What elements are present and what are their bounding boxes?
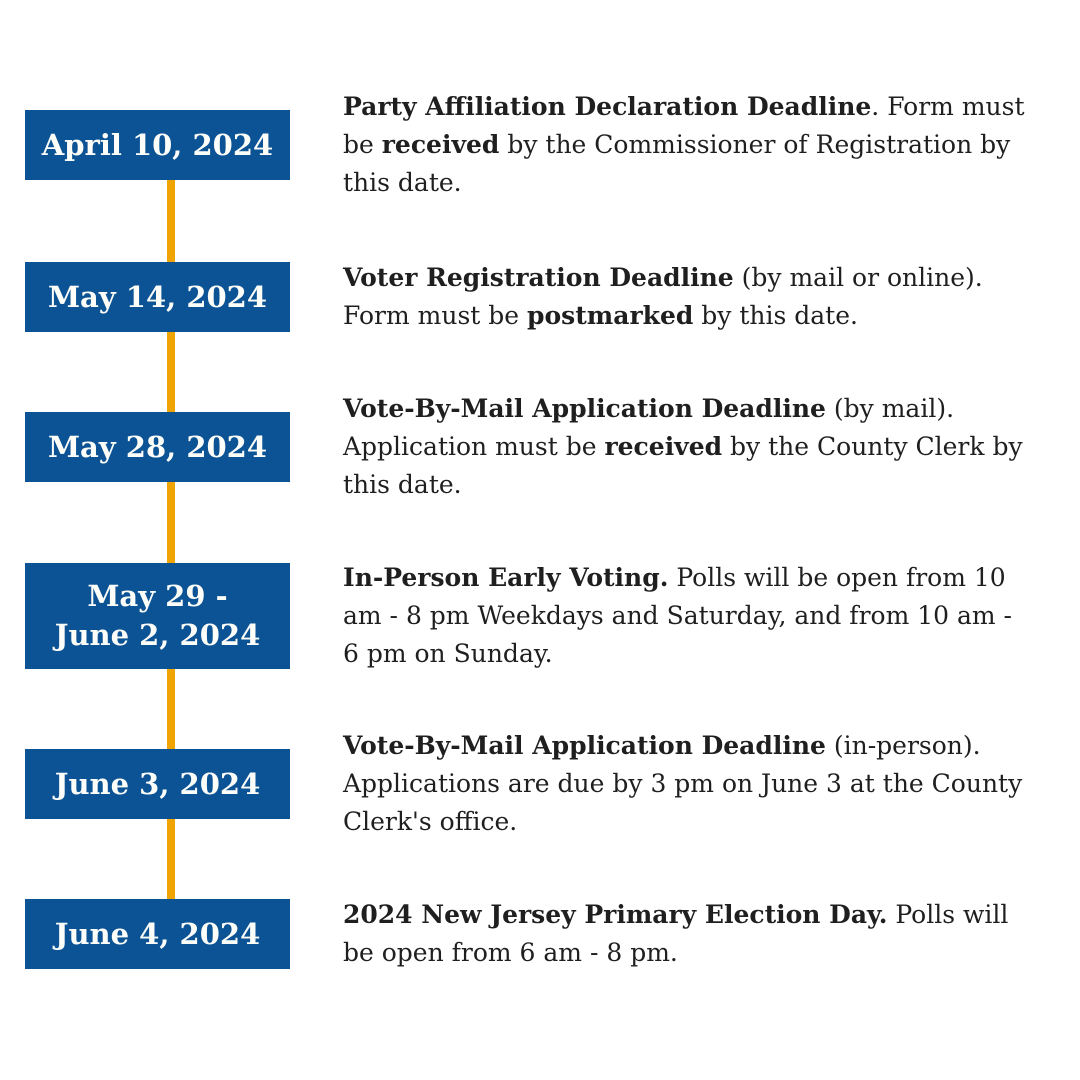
date-box [25, 262, 290, 332]
description-text: (by mail or online). Form must be [343, 263, 983, 330]
description-text: by this date. [693, 301, 858, 330]
entry-description [343, 727, 1025, 841]
description-bold-text: postmarked [527, 301, 694, 330]
description-bold-text: Vote-By-Mail Application Deadline [343, 731, 826, 760]
timeline-entry [25, 559, 1050, 673]
entry-description [343, 559, 1025, 673]
description-text: by the Commissioner of Registration by this date. [343, 130, 1011, 197]
date-box [25, 563, 290, 669]
description-bold-text: Party Affiliation Declaration Deadline [343, 92, 872, 121]
description-text: Polls will be open from 10 am - 8 pm Weekdays and Saturday, and from 10 am - 6 pm on Sunday. [343, 563, 1012, 668]
date-box [25, 749, 290, 819]
description-text: by the County Clerk by this date. [343, 432, 1023, 499]
description-text: . Form must be [343, 92, 1025, 159]
description-bold-text: Vote-By-Mail Application Deadline [343, 394, 826, 423]
timeline-entry [25, 896, 1050, 972]
entry-description [343, 390, 1025, 504]
timeline-entry [25, 390, 1050, 504]
description-text: (by mail). Application must be [343, 394, 955, 461]
description-bold-text: received [604, 432, 723, 461]
date-line: June 2, 2024 [54, 618, 261, 652]
description-bold-text: In-Person Early Voting. [343, 563, 669, 592]
description-bold-text: received [381, 130, 500, 159]
entry-description [343, 896, 1025, 972]
timeline-entry [25, 88, 1050, 202]
date-line: April 10, 2024 [41, 127, 274, 162]
timeline-entry [25, 727, 1050, 841]
entry-description [343, 88, 1025, 202]
description-bold-text: Voter Registration Deadline [343, 263, 734, 292]
description-text: Polls will be open from 6 am - 8 pm. [343, 900, 1009, 967]
date-line: June 3, 2024 [54, 766, 261, 801]
date-line: May 29 - [87, 579, 228, 613]
entry-description [343, 259, 1025, 335]
description-bold-text: 2024 New Jersey Primary Election Day. [343, 900, 888, 929]
date-box [25, 412, 290, 482]
description-text: (in-person). Applications are due by 3 pm on June 3 at the County Clerk's office. [343, 731, 1023, 836]
date-line: May 14, 2024 [47, 279, 268, 314]
timeline-entry [25, 259, 1050, 335]
date-box [25, 899, 290, 969]
date-line: May 28, 2024 [47, 429, 268, 464]
date-line: June 4, 2024 [54, 916, 261, 951]
date-box [25, 110, 290, 180]
